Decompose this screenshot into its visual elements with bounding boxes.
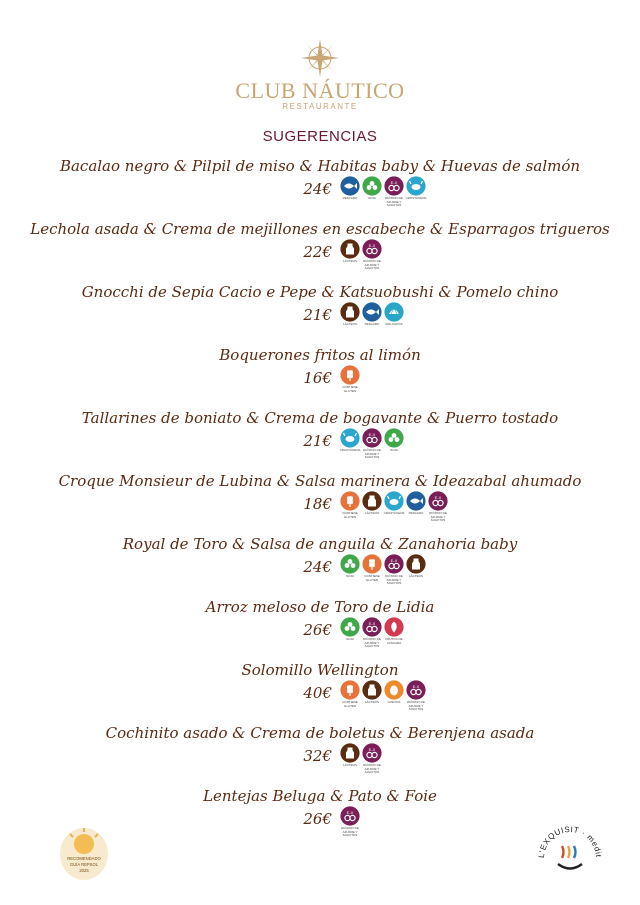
dish-list [0,156,640,849]
exquisit-seal-icon [534,820,606,890]
dish-price: 26€ [303,810,332,828]
brand-name: CLUB NÁUTICO [235,78,405,103]
dish-name: Lechola asada & Crema de mejillones en escabeche & Esparragos trigueros [30,220,610,238]
allergen-sulfitos [362,239,382,271]
allergen-lacteos [340,239,360,271]
allergen-caption: LÁCTEOS [364,511,379,515]
allergen-icons [340,365,360,393]
dish-item [0,345,640,408]
wheat-icon [340,365,360,385]
allergen-caption: LÁCTEOS [408,574,423,578]
dish-name: Boquerones fritos al limón [219,346,421,364]
compass-rose-icon [300,38,340,78]
allergen-caption: SOJA [346,574,354,578]
allergen-caption: DIÓXIDO DE AZUFRE Y SULFITOS [363,637,381,648]
dish-item [0,408,640,471]
allergen-caption: SOJA [368,196,376,200]
allergen-lacteos [406,554,426,586]
allergen-caption: DIÓXIDO DE AZUFRE Y SULFITOS [429,511,447,522]
sulphites-icon [428,491,448,511]
dish-item [0,282,640,345]
allergen-caption: LÁCTEOS [364,700,379,704]
allergen-caption: CRUSTÁCEOS [383,511,405,515]
allergen-icons [340,239,382,271]
allergen-icons [340,743,382,775]
allergen-sulfitos [384,554,404,586]
dish-item [0,156,640,219]
dish-item [0,219,640,282]
dish-name: Cochinito asado & Crema de boletus & Berenjena asada [105,724,535,742]
dish-name: Arroz meloso de Toro de Lidia [205,598,435,616]
allergen-caption: LÁCTEOS [342,322,357,326]
allergen-crustaceos [384,491,404,523]
allergen-caption: DIÓXIDO DE AZUFRE Y SULFITOS [341,826,359,837]
allergen-icons [340,176,426,208]
dish-price: 16€ [303,369,332,387]
milk-icon [340,743,360,763]
milk-icon [406,554,426,574]
fish-icon [362,302,382,322]
allergen-sulfitos [340,806,360,838]
allergen-lacteos [340,743,360,775]
allergen-icons [340,554,426,586]
allergen-sulfitos [362,428,382,460]
allergen-caption: PESCADO [364,322,380,326]
allergen-sulfitos [362,743,382,775]
soy-icon [362,176,382,196]
allergen-lacteos [362,680,382,712]
svg-text:E-X: E-X [368,747,376,752]
allergen-caption: MOLUSCOS [385,322,403,326]
egg-icon [384,680,404,700]
dish-name: Gnocchi de Sepia Cacio e Pepe & Katsuobushi & Pomelo chino [81,283,559,301]
sulphites-icon [362,239,382,259]
allergen-pescado [340,176,360,208]
allergen-crustaceos [340,428,360,460]
allergen-caption: DIÓXIDO DE AZUFRE Y SULFITOS [385,574,403,585]
allergen-gluten [340,680,360,712]
allergen-gluten [340,365,360,393]
nut-icon [384,617,404,637]
dish-price: 24€ [303,558,332,576]
dish-price: 24€ [303,180,332,198]
allergen-caption: HUEVOS [387,700,401,704]
brand-subtitle: RESTAURANTE [282,102,358,111]
dish-name: Croque Monsieur de Lubina & Salsa marinera & Ideazabal ahumado [58,472,582,490]
sulphites-icon [362,617,382,637]
crab-icon [340,428,360,448]
dish-price: 21€ [303,432,332,450]
allergen-caption: PESCADO [342,196,358,200]
crab-icon [384,491,404,511]
badge-line: RECOMENDADO [67,856,101,861]
svg-text:E-X: E-X [412,684,420,689]
allergen-caption: DIÓXIDO DE AZUFRE Y SULFITOS [385,196,403,207]
dish-name: Tallarines de boniato & Crema de bogavante & Puerro tostado [81,409,559,427]
allergen-icons [340,617,404,649]
allergen-icons [340,680,426,712]
svg-text:E-X: E-X [346,810,354,815]
allergen-gluten [362,554,382,586]
dish-name: Lentejas Beluga & Pato & Foie [203,787,437,805]
dish-price: 32€ [303,747,332,765]
dish-item [0,660,640,723]
allergen-caption: PESCADO [408,511,424,515]
repsol-sun-icon [58,826,110,882]
milk-icon [340,302,360,322]
exquisit-badge [534,820,606,894]
dish-price: 18€ [303,495,332,513]
allergen-frutos-cascara [384,617,404,649]
sulphites-icon [362,428,382,448]
soy-icon [340,554,360,574]
section-title: SUGERENCIAS [262,128,378,145]
allergen-pescado [406,491,426,523]
dish-item [0,597,640,660]
allergen-crustaceos [406,176,426,208]
allergen-caption: LÁCTEOS [342,259,357,263]
dish-name: Solomillo Wellington [241,661,399,679]
allergen-icons [340,806,360,838]
allergen-icons [340,428,404,460]
allergen-lacteos [340,302,360,327]
mollusc-icon [384,302,404,322]
crab-icon [406,176,426,196]
soy-icon [384,428,404,448]
allergen-caption: DIÓXIDO DE AZUFRE Y SULFITOS [363,448,381,459]
allergen-caption: CONTIENE GLUTEN [364,574,380,582]
allergen-caption: DIÓXIDO DE AZUFRE Y SULFITOS [363,763,381,774]
allergen-icons [340,302,404,327]
dish-name: Bacalao negro & Pilpil de miso & Habitas baby & Huevas de salmón [59,157,581,175]
sulphites-icon [384,554,404,574]
repsol-badge [58,826,110,886]
allergen-caption: CONTIENE GLUTEN [342,511,358,519]
svg-text:E-X: E-X [390,180,398,185]
allergen-caption: SOJA [346,637,354,641]
dish-item [0,534,640,597]
seal-text: L'EXQUISIT · medit [536,824,604,859]
allergen-caption: CONTIENE GLUTEN [342,700,358,708]
fish-icon [340,176,360,196]
dish-price: 21€ [303,306,332,324]
allergen-sulfitos [406,680,426,712]
wheat-icon [362,554,382,574]
allergen-caption: LÁCTEOS [342,763,357,767]
wheat-icon [340,491,360,511]
allergen-caption: CRUSTÁCEOS [405,196,427,200]
dish-price: 40€ [303,684,332,702]
badge-line: GUÍA REPSOL [69,862,99,867]
dish-name: Royal de Toro & Salsa de anguila & Zanahoria baby [122,535,518,553]
dish-price: 22€ [303,243,332,261]
svg-text:E-X: E-X [434,495,442,500]
allergen-soja [340,554,360,586]
svg-text:E-X: E-X [368,432,376,437]
allergen-soja [384,428,404,460]
allergen-caption: CONTIENE GLUTEN [342,385,358,393]
allergen-huevo [384,680,404,712]
allergen-soja [362,176,382,208]
sulphites-icon [362,743,382,763]
allergen-soja [340,617,360,649]
allergen-sulfitos [384,176,404,208]
sulphites-icon [384,176,404,196]
dish-price: 26€ [303,621,332,639]
milk-icon [362,680,382,700]
allergen-gluten [340,491,360,523]
restaurant-logo [0,38,640,112]
wheat-icon [340,680,360,700]
allergen-caption: CRUSTÁCEOS [339,448,361,452]
sulphites-icon [340,806,360,826]
fish-icon [406,491,426,511]
allergen-sulfitos [362,617,382,649]
sulphites-icon [406,680,426,700]
allergen-icons [340,491,448,523]
allergen-pescado [362,302,382,327]
soy-icon [340,617,360,637]
allergen-sulfitos [428,491,448,523]
allergen-caption: SOJA [390,448,398,452]
dish-item [0,471,640,534]
allergen-caption: DIÓXIDO DE AZUFRE Y SULFITOS [407,700,425,711]
allergen-caption: DIÓXIDO DE AZUFRE Y SULFITOS [363,259,381,270]
svg-text:E-X: E-X [368,621,376,626]
milk-icon [362,491,382,511]
badge-line: 2025 [79,868,89,873]
svg-text:E-X: E-X [368,243,376,248]
dish-item [0,723,640,786]
svg-text:E-X: E-X [390,558,398,563]
allergen-lacteos [362,491,382,523]
milk-icon [340,239,360,259]
allergen-caption: FRUTOS DE CÁSCARA [385,637,403,645]
allergen-moluscos [384,302,404,327]
